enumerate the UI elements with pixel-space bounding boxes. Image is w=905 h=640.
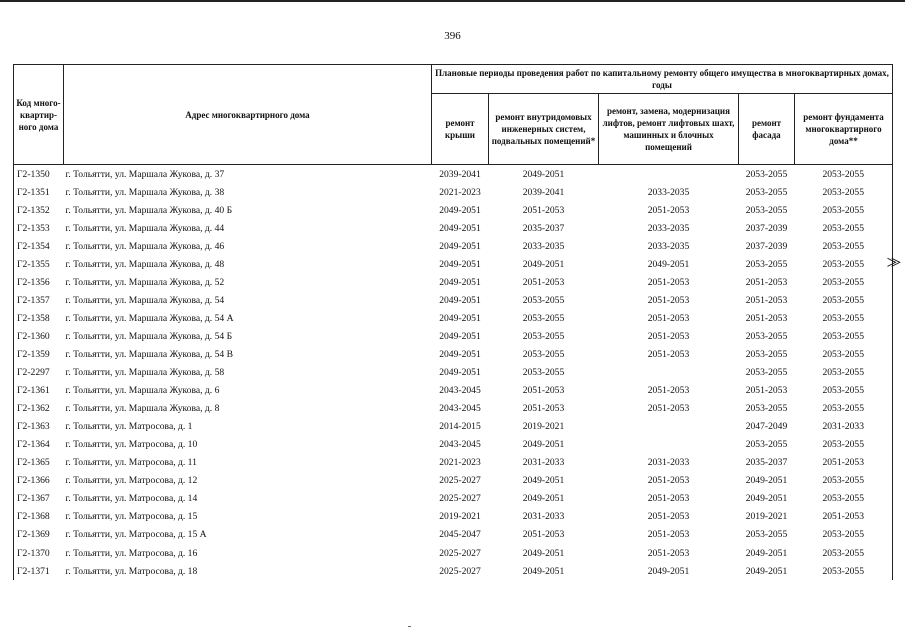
cell-code: Г2-1362 [14,400,64,418]
cell-internal-systems: 2053-2055 [522,348,565,360]
cell-internal-systems: 2053-2055 [522,312,565,324]
cell-code: Г2-1370 [14,544,64,562]
cell-internal-systems: 2049-2051 [522,493,565,505]
cell-roof: 2049-2051 [439,222,481,234]
cell-roof: 2049-2051 [439,312,481,324]
cell-lifts: 2049-2051 [647,565,690,577]
cell-address: г. Тольятти, ул. Маршала Жукова, д. 44 [65,222,225,234]
cell-foundation: 2053-2055 [795,219,893,237]
cell-lifts: 2031-2033 [647,457,690,469]
cell-code: Г2-1368 [14,508,64,526]
cell-address: г. Тольятти, ул. Матросова, д. 10 [65,439,198,451]
table-row [14,472,893,490]
cell-code: Г2-1352 [14,201,64,219]
cell-roof: 2025-2027 [439,565,481,577]
cell-lifts: 2033-2035 [647,240,690,252]
cell-internal-systems: 2019-2021 [522,421,565,433]
cell-address: г. Тольятти, ул. Маршала Жукова, д. 8 [65,403,220,415]
cell-roof: 2025-2027 [439,547,481,559]
cell-address: г. Тольятти, ул. Маршала Жукова, д. 40 Б [65,204,233,216]
repair-schedule-table [13,64,893,580]
cell-lifts: 2051-2053 [647,276,690,288]
header-periods-group: Плановые периоды проведения работ по капитальному ремонту общего имущества в многоквартирных домах, годы [432,65,893,94]
cell-address: г. Тольятти, ул. Маршала Жукова, д. 48 [65,258,225,270]
cell-address: г. Тольятти, ул. Матросова, д. 18 [65,565,198,577]
table-row [14,508,893,526]
cell-facade: 2037-2039 [745,240,788,252]
table-row [14,454,893,472]
cell-facade: 2053-2055 [745,258,788,270]
cell-internal-systems: 2033-2035 [522,240,565,252]
cell-address: г. Тольятти, ул. Маршала Жукова, д. 54 В [65,348,233,360]
cell-address: г. Тольятти, ул. Матросова, д. 16 [65,547,198,559]
cell-lifts: 2033-2035 [647,222,690,234]
cell-internal-systems: 2049-2051 [522,168,565,180]
cell-code: Г2-1366 [14,472,64,490]
cell-code: Г2-1364 [14,436,64,454]
cell-facade: 2051-2053 [745,312,788,324]
cell-code: Г2-1371 [14,562,64,580]
repair-schedule-table-wrapper [13,64,892,580]
cell-address: г. Тольятти, ул. Матросова, д. 12 [65,475,198,487]
cell-facade: 2049-2051 [745,493,788,505]
cell-address: г. Тольятти, ул. Маршала Жукова, д. 58 [65,367,225,379]
cell-internal-systems: 2051-2053 [522,385,565,397]
cell-lifts [599,418,739,436]
cell-address: г. Тольятти, ул. Матросова, д. 1 [65,421,193,433]
table-row [14,400,893,418]
cell-internal-systems: 2035-2037 [522,222,565,234]
table-row [14,309,893,327]
cell-address: г. Тольятти, ул. Маршала Жукова, д. 54 Б [65,330,233,342]
cell-lifts [599,165,739,184]
table-row [14,490,893,508]
cell-roof: 2025-2027 [439,493,481,505]
cell-code: Г2-1356 [14,273,64,291]
scan-dot [408,626,411,627]
cell-code: Г2-1363 [14,418,64,436]
cell-lifts [599,436,739,454]
cell-internal-systems: 2049-2051 [522,547,565,559]
cell-internal-systems: 2039-2041 [522,186,565,198]
cell-lifts: 2051-2053 [647,294,690,306]
cell-roof: 2049-2051 [439,258,481,270]
cell-foundation: 2053-2055 [795,273,893,291]
table-row [14,418,893,436]
cell-foundation: 2053-2055 [795,472,893,490]
cell-address: г. Тольятти, ул. Матросова, д. 11 [65,457,197,469]
table-row [14,544,893,562]
cell-roof: 2021-2023 [439,457,481,469]
cell-code: Г2-1359 [14,345,64,363]
cell-facade: 2049-2051 [745,475,788,487]
cell-code: Г2-1360 [14,327,64,345]
cell-foundation: 2053-2055 [795,183,893,201]
cell-facade: 2035-2037 [745,457,788,469]
header-lifts: ремонт, замена, модернизация лифтов, ремонт лифтовых шахт, машинных и блочных помещений [599,94,739,165]
cell-lifts: 2049-2051 [647,258,690,270]
cell-code: Г2-1358 [14,309,64,327]
margin-mark: ⨠ [887,255,902,269]
cell-roof: 2049-2051 [439,367,481,379]
cell-code: Г2-1353 [14,219,64,237]
cell-address: г. Тольятти, ул. Матросова, д. 14 [65,493,198,505]
cell-roof: 2043-2045 [439,403,481,415]
cell-foundation: 2053-2055 [795,327,893,345]
cell-facade: 2053-2055 [745,186,788,198]
cell-code: Г2-1367 [14,490,64,508]
cell-roof: 2043-2045 [439,439,481,451]
cell-foundation: 2053-2055 [795,237,893,255]
cell-roof: 2049-2051 [439,294,481,306]
cell-roof: 2045-2047 [439,529,481,541]
cell-foundation: 2031-2033 [795,418,893,436]
cell-roof: 2049-2051 [439,204,481,216]
table-row [14,562,893,580]
cell-internal-systems: 2049-2051 [522,475,565,487]
cell-foundation: 2051-2053 [795,508,893,526]
cell-lifts: 2051-2053 [647,385,690,397]
header-roof: ремонт крыши [432,94,489,165]
header-code: Код много-квартир-ного дома [14,65,64,165]
table-row [14,183,893,201]
cell-lifts: 2051-2053 [647,330,690,342]
cell-lifts: 2033-2035 [647,186,690,198]
cell-foundation: 2053-2055 [795,345,893,363]
cell-lifts: 2051-2053 [647,204,690,216]
cell-roof: 2049-2051 [439,330,481,342]
table-row [14,237,893,255]
top-rule [0,0,905,2]
cell-foundation: 2053-2055 [795,364,893,382]
cell-address: г. Тольятти, ул. Матросова, д. 15 А [65,529,207,541]
cell-internal-systems: 2049-2051 [522,565,565,577]
cell-lifts: 2051-2053 [647,475,690,487]
cell-facade: 2049-2051 [745,565,788,577]
cell-roof: 2039-2041 [439,168,481,180]
cell-facade: 2051-2053 [745,294,788,306]
cell-code: Г2-1351 [14,183,64,201]
table-row [14,165,893,184]
cell-internal-systems: 2053-2055 [522,294,565,306]
cell-lifts: 2051-2053 [647,348,690,360]
cell-facade: 2037-2039 [745,222,788,234]
cell-facade: 2053-2055 [745,204,788,216]
cell-code: Г2-1369 [14,526,64,544]
cell-facade: 2053-2055 [745,348,788,360]
cell-foundation: 2053-2055 [795,291,893,309]
cell-internal-systems: 2031-2033 [522,511,565,523]
cell-roof: 2014-2015 [439,421,481,433]
table-row [14,273,893,291]
cell-internal-systems: 2031-2033 [522,457,565,469]
table-row [14,201,893,219]
header-facade: ремонт фасада [739,94,795,165]
cell-internal-systems: 2053-2055 [522,367,565,379]
cell-facade: 2053-2055 [745,367,788,379]
cell-facade: 2053-2055 [745,168,788,180]
cell-address: г. Тольятти, ул. Маршала Жукова, д. 46 [65,240,225,252]
cell-roof: 2021-2023 [439,186,481,198]
cell-foundation: 2053-2055 [795,544,893,562]
cell-foundation: 2053-2055 [795,526,893,544]
cell-foundation: 2053-2055 [795,562,893,580]
cell-foundation: 2053-2055 [795,490,893,508]
cell-foundation: 2053-2055 [795,400,893,418]
table-row [14,291,893,309]
table-row [14,382,893,400]
cell-address: г. Тольятти, ул. Маршала Жукова, д. 37 [65,168,225,180]
cell-code: Г2-1355 [14,255,64,273]
cell-code: Г2-1357 [14,291,64,309]
cell-facade: 2053-2055 [745,439,788,451]
cell-code: Г2-1365 [14,454,64,472]
cell-lifts: 2051-2053 [647,529,690,541]
cell-lifts: 2051-2053 [647,403,690,415]
cell-address: г. Тольятти, ул. Маршала Жукова, д. 6 [65,385,220,397]
cell-roof: 2049-2051 [439,276,481,288]
cell-foundation: 2051-2053 [795,454,893,472]
cell-foundation: 2053-2055 [795,255,893,273]
cell-code: Г2-2297 [14,364,64,382]
cell-lifts: 2051-2053 [647,493,690,505]
cell-facade: 2019-2021 [745,511,788,523]
cell-facade: 2049-2051 [745,547,788,559]
cell-internal-systems: 2051-2053 [522,403,565,415]
cell-internal-systems: 2051-2053 [522,204,565,216]
cell-address: г. Тольятти, ул. Матросова, д. 15 [65,511,198,523]
cell-roof: 2049-2051 [439,240,481,252]
cell-address: г. Тольятти, ул. Маршала Жукова, д. 38 [65,186,225,198]
cell-foundation: 2053-2055 [795,436,893,454]
table-row [14,436,893,454]
table-header [14,65,893,165]
cell-code: Г2-1354 [14,237,64,255]
cell-lifts: 2051-2053 [647,547,690,559]
header-internal-systems: ремонт внутридомовых инженерных систем, подвальных помещений* [489,94,599,165]
cell-lifts: 2051-2053 [647,511,690,523]
table-row [14,327,893,345]
table-row [14,345,893,363]
cell-internal-systems: 2049-2051 [522,258,565,270]
table-row [14,526,893,544]
cell-internal-systems: 2051-2053 [522,529,565,541]
table-row [14,219,893,237]
cell-foundation: 2053-2055 [795,201,893,219]
cell-facade: 2053-2055 [745,529,788,541]
cell-internal-systems: 2051-2053 [522,276,565,288]
cell-roof: 2043-2045 [439,385,481,397]
cell-internal-systems: 2049-2051 [522,439,565,451]
cell-roof: 2019-2021 [439,511,481,523]
table-row [14,364,893,382]
cell-lifts: 2051-2053 [647,312,690,324]
table-body [14,165,893,581]
table-row [14,255,893,273]
cell-foundation: 2053-2055 [795,165,893,184]
cell-facade: 2053-2055 [745,330,788,342]
cell-facade: 2053-2055 [745,403,788,415]
cell-facade: 2051-2053 [745,276,788,288]
cell-address: г. Тольятти, ул. Маршала Жукова, д. 54 А [65,312,234,324]
page-number: 396 [444,30,461,42]
cell-code: Г2-1361 [14,382,64,400]
cell-foundation: 2053-2055 [795,309,893,327]
cell-address: г. Тольятти, ул. Маршала Жукова, д. 54 [65,294,225,306]
cell-roof: 2049-2051 [439,348,481,360]
cell-internal-systems: 2053-2055 [522,330,565,342]
cell-roof: 2025-2027 [439,475,481,487]
cell-code: Г2-1350 [14,165,64,184]
cell-lifts [599,364,739,382]
cell-facade: 2051-2053 [745,385,788,397]
cell-facade: 2047-2049 [745,421,788,433]
header-address: Адрес многоквартирного дома [64,65,432,165]
header-foundation: ремонт фундамента многоквартирного дома** [795,94,893,165]
cell-address: г. Тольятти, ул. Маршала Жукова, д. 52 [65,276,225,288]
cell-foundation: 2053-2055 [795,382,893,400]
